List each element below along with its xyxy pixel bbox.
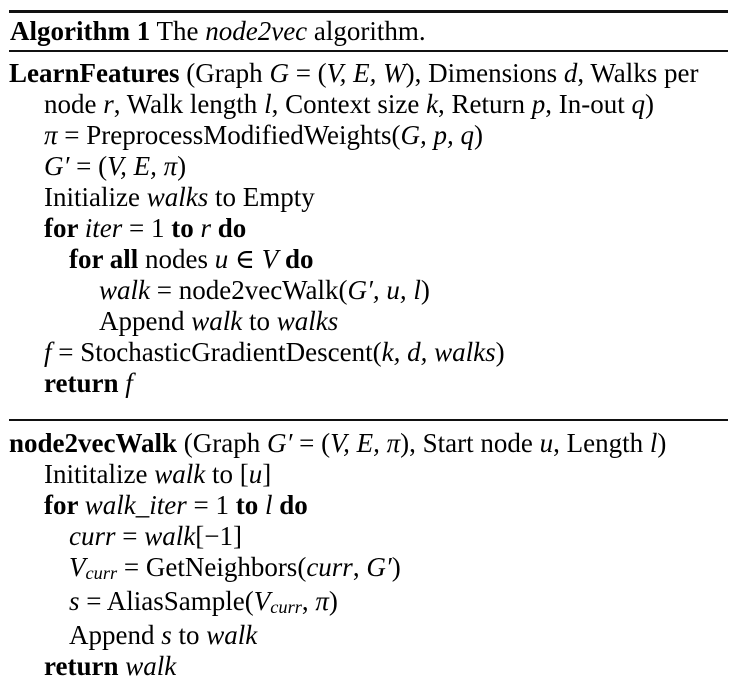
- plain-text: = StochasticGradientDescent(: [51, 337, 382, 367]
- math-var-text: V, E, π: [330, 428, 401, 458]
- code-line-node2vecwalk-5: [9, 552, 728, 586]
- algorithm-caption: [9, 13, 728, 50]
- math-var-text: curr: [69, 521, 116, 551]
- keyword-text: do: [217, 213, 247, 243]
- plain-text: , Length: [553, 428, 650, 458]
- math-var-text: iter: [84, 213, 123, 243]
- keyword-text: for: [44, 490, 85, 520]
- math-var-text: G, p, q: [400, 120, 475, 150]
- math-var-text: k: [426, 89, 439, 119]
- math-var-text: V: [69, 552, 86, 582]
- keyword-text: LearnFeatures: [9, 58, 180, 88]
- math-var-text: π: [44, 120, 58, 150]
- math-var-text: d: [563, 58, 578, 88]
- plain-text: = node2vecWalk(: [150, 275, 348, 305]
- plain-text: [−1]: [195, 521, 242, 551]
- plain-text: ]: [262, 459, 272, 489]
- plain-text: , Return: [438, 89, 532, 119]
- plain-text: , Walks per: [577, 58, 699, 88]
- code-line-node2vecwalk-7: [9, 620, 728, 651]
- code-line-learnfeatures-6: [9, 213, 728, 244]
- math-var-text: l: [649, 428, 658, 458]
- code-line-learnfeatures-11: [9, 368, 728, 399]
- math-var-text: G: [269, 58, 289, 88]
- math-var-text: walks: [146, 182, 209, 212]
- plain-text: ): [645, 89, 655, 119]
- code-line-node2vecwalk-2: [9, 459, 728, 490]
- math-var-text: G′: [266, 428, 293, 458]
- math-var-text: walk_iter: [84, 490, 187, 520]
- math-var-text: f: [125, 368, 133, 398]
- math-var-text: r: [103, 89, 114, 119]
- keyword-text: to: [171, 213, 194, 243]
- plain-text: , Walk length: [113, 89, 265, 119]
- math-var-text: q: [631, 89, 646, 119]
- math-var-text: walk: [154, 459, 206, 489]
- code-line-learnfeatures-2: [9, 89, 728, 120]
- code-line-learnfeatures-7: [9, 244, 728, 275]
- math-var-text: s: [161, 620, 172, 650]
- math-var-text: p: [531, 89, 546, 119]
- code-line-node2vecwalk-8: [9, 651, 728, 682]
- code-line-learnfeatures-1: [9, 58, 728, 89]
- plain-text: = PreprocessModifiedWeights(: [57, 120, 401, 150]
- keyword-text: for all: [69, 244, 139, 274]
- plain-text: ∈: [228, 244, 262, 274]
- math-var-text: l: [264, 490, 273, 520]
- plain-text: = 1: [122, 213, 172, 243]
- plain-text: node: [44, 89, 104, 119]
- plain-text: Append: [99, 306, 192, 336]
- code-line-node2vecwalk-4: [9, 521, 728, 552]
- code-line-node2vecwalk-6: [9, 586, 728, 620]
- math-subscript-text: curr: [85, 563, 118, 584]
- code-line-learnfeatures-5: [9, 182, 728, 213]
- plain-text: Initialize: [44, 182, 147, 212]
- math-var-text: G′: [366, 552, 392, 582]
- plain-text: , In-out: [545, 89, 632, 119]
- plain-text: Append: [69, 620, 162, 650]
- plain-text: [211, 213, 218, 243]
- plain-text: to [: [205, 459, 249, 489]
- code-line-node2vecwalk-1: [9, 428, 728, 459]
- plain-text: ,: [301, 586, 316, 616]
- math-subscript-text: curr: [270, 597, 302, 618]
- plain-text: [278, 244, 285, 274]
- plain-text: = (: [292, 428, 331, 458]
- keyword-text: return: [44, 651, 126, 681]
- math-var-text: walk: [191, 306, 243, 336]
- node2vecwalk-block: [9, 421, 728, 688]
- plain-text: ): [474, 120, 484, 150]
- code-line-learnfeatures-4: [9, 151, 728, 182]
- math-var-text: walks: [276, 306, 339, 336]
- math-var-text: s: [69, 586, 80, 616]
- math-var-text: walk: [206, 620, 258, 650]
- plain-text: =: [115, 521, 145, 551]
- math-var-text: u: [539, 428, 554, 458]
- keyword-text: return: [44, 368, 126, 398]
- plain-text: The: [150, 16, 206, 46]
- plain-text: to Empty: [208, 182, 315, 212]
- plain-text: ), Start node: [400, 428, 540, 458]
- code-line-learnfeatures-3: [9, 120, 728, 151]
- plain-text: = (: [288, 58, 327, 88]
- plain-text: ): [495, 337, 505, 367]
- plain-text: (Graph: [177, 428, 267, 458]
- math-var-text: V, E, π: [107, 151, 178, 181]
- math-var-text: u: [214, 244, 229, 274]
- keyword-text: to: [235, 490, 259, 520]
- math-var-text: G′: [44, 151, 70, 181]
- math-var-text: walk: [144, 521, 196, 551]
- plain-text: = (: [69, 151, 108, 181]
- plain-text: = AliasSample(: [79, 586, 254, 616]
- math-var-text: walk: [125, 651, 177, 681]
- plain-text: [258, 490, 265, 520]
- plain-text: ): [391, 552, 401, 582]
- keyword-text: do: [279, 490, 308, 520]
- code-line-learnfeatures-8: [9, 275, 728, 306]
- math-var-text: node2vec: [205, 16, 308, 46]
- plain-text: ), Dimensions: [405, 58, 564, 88]
- math-var-text: walk: [99, 275, 150, 305]
- math-var-text: l: [264, 89, 272, 119]
- keyword-text: for: [44, 213, 85, 243]
- plain-text: ): [657, 428, 667, 458]
- math-var-text: V: [253, 586, 271, 616]
- plain-text: Inititalize: [44, 459, 155, 489]
- math-var-text: V: [261, 244, 279, 274]
- plain-text: algorithm.: [307, 16, 426, 46]
- math-var-text: π: [315, 586, 329, 616]
- plain-text: to: [242, 306, 277, 336]
- math-var-text: u: [248, 459, 263, 489]
- math-var-text: f: [44, 337, 52, 367]
- plain-text: ): [328, 586, 338, 616]
- plain-text: , Context size: [271, 89, 427, 119]
- math-var-text: r: [200, 213, 211, 243]
- plain-text: nodes: [138, 244, 215, 274]
- learnfeatures-block: [9, 52, 728, 419]
- plain-text: ): [177, 151, 187, 181]
- keyword-text: node2vecWalk: [9, 428, 178, 458]
- keyword-text: Algorithm 1: [10, 16, 151, 46]
- math-var-text: k, d, walks: [381, 337, 496, 367]
- plain-text: = 1: [186, 490, 236, 520]
- math-var-text: G′, u, l: [347, 275, 421, 305]
- plain-text: ,: [352, 552, 367, 582]
- plain-text: (Graph: [179, 58, 270, 88]
- keyword-text: do: [285, 244, 314, 274]
- code-line-learnfeatures-9: [9, 306, 728, 337]
- code-line-node2vecwalk-3: [9, 490, 728, 521]
- math-var-text: V, E, W: [326, 58, 406, 88]
- plain-text: to: [171, 620, 207, 650]
- plain-text: = GetNeighbors(: [117, 552, 307, 582]
- plain-text: ): [420, 275, 430, 305]
- math-var-text: curr: [306, 552, 353, 582]
- code-line-learnfeatures-10: [9, 337, 728, 368]
